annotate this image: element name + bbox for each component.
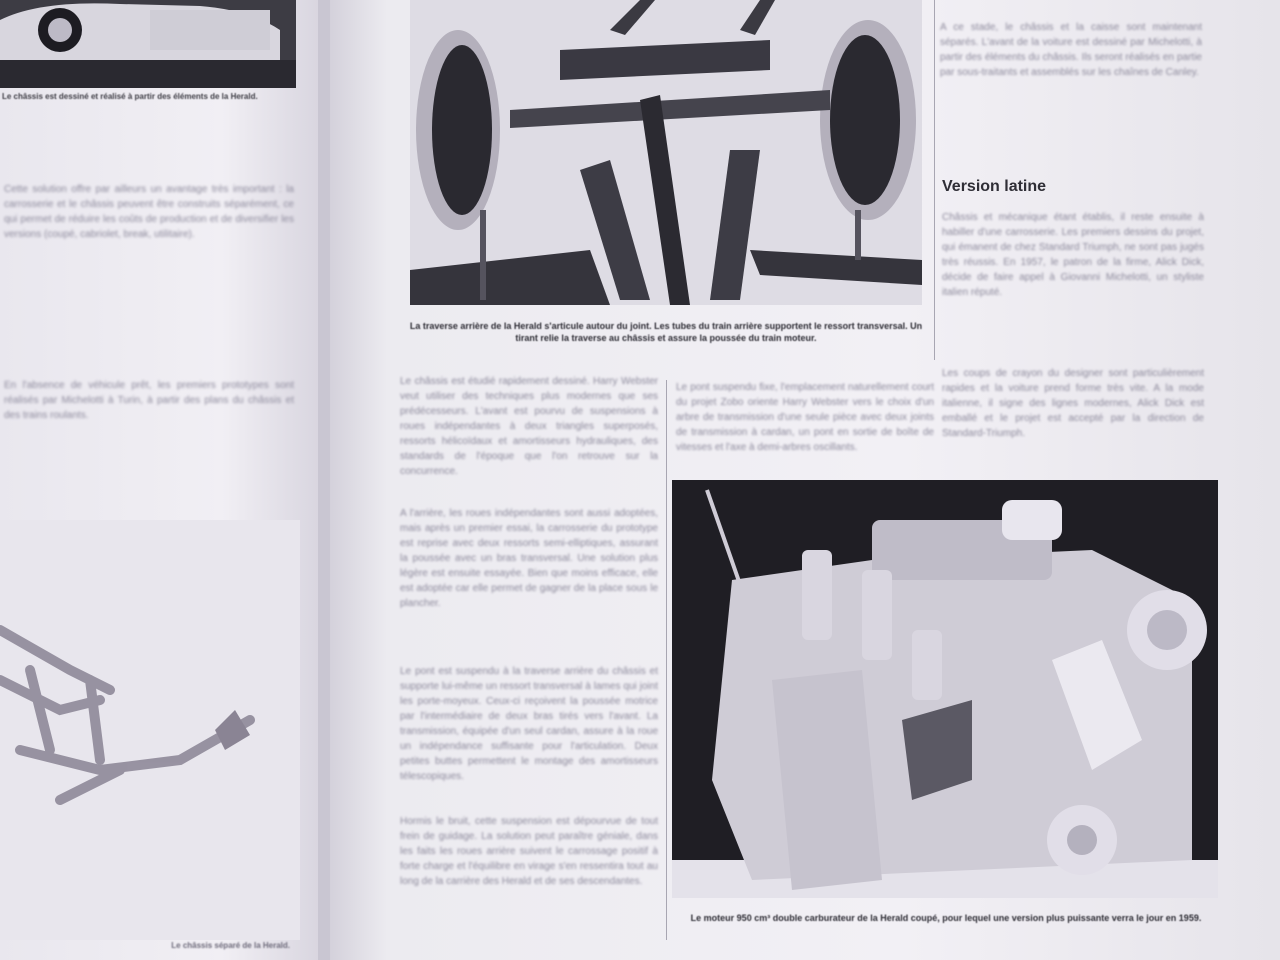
car-photo [0,0,296,88]
col3-paragraph-3: Les coups de crayon du designer sont particulièrement rapides et la voiture prend forme très vite. A la mode italienne, il signe des lignes modernes, Alick Dick est emballé et le projet est accepté par la direction de Standard-Triumph. [942,368,1204,439]
engine-photo [672,480,1218,898]
engine-photo-caption: Le moteur 950 cm³ double carburateur de la Herald coupé, pour lequel une version plus puissante verra le jour en 1959. [690,913,1202,923]
col1-paragraph-2: A l'arrière, les roues indépendantes sont aussi adoptées, mais après un premier essai, la carrosserie du prototype est reprise avec deux ressorts semi-elliptiques, assurant la poussée avec un bras transversal. Une solution plus légère est ensuite essayée. Bien que moins efficace, elle est adoptée car elle permet de gagner de la place sous le plancher. [400,508,658,609]
top-photo-caption: La traverse arrière de la Herald s'articule autour du joint. Les tubes du train arrière supportent le ressort transversal. Un tirant relie la traverse au châssis et assure la poussée du train moteur. [409,321,923,343]
right-page [330,0,1280,960]
col1-paragraph-3: Le pont est suspendu à la traverse arrière du châssis et supporte lui-même un ressort transversal à lames qui joint les porte-moyeux. Ceux-ci reçoivent la poussée motrice par l'intermédiaire de deux bras tirés vers l'avant. La transmission, équipée d'un seul cardan, assure à la roue un indépendance suffisante pour l'articulation. Deux petites buttes permettent le montage des amortisseurs télescopiques. [400,666,658,782]
middle-column-rule [666,380,667,940]
col2-paragraph-1: Le pont suspendu fixe, l'emplacement naturellement court du projet Zobo oriente Harry Webster vers le choix d'un arbre de transmission d'une seule pièce avec deux joints de transmission à cardan, un pont en sortie de boîte de vitesses et l'axe à demi-arbres oscillants. [676,382,934,453]
top-column-rule [934,0,935,360]
section-heading: Version latine [942,178,1047,195]
col1-paragraph-1: Le châssis est étudié rapidement dessiné. Harry Webster veut utiliser des techniques plus modernes que ses prédécesseurs. L'avant est pourvu de suspensions à roues indépendantes à deux triangles superposés, ressorts hélicoïdaux et amortisseurs hydrauliques, des standards de l'époque que l'on retrouve sur la concurrence. [400,376,658,477]
rear-suspension-photo [410,0,922,305]
col1-paragraph-4: Hormis le bruit, cette suspension est dépourvue de tout frein de guidage. La solution peut paraître géniale, dans les faits les roues arrière suivent le carrossage positif à forte charge et l'équilibre en virage s'en ressentira tout au long de la carrière des Herald et de ses descendantes. [400,816,658,887]
col3-paragraph-2: Châssis et mécanique étant établis, il reste ensuite à habiller d'une carrosserie. Les premiers dessins du projet, qui émanent de chez Standard Triumph, ne sont pas jugés très réussis. En 1957, le patron de la firme, Alick Dick, décide de faire appel à Giovanni Michelotti, un styliste italien réputé. [942,212,1204,298]
chassis-frame-drawing [0,520,300,940]
left-paragraph-2: En l'absence de véhicule prêt, les premiers prototypes sont réalisés par Michelotti à Turin, à partir des plans du châssis et des trains roulants. [4,380,294,421]
left-paragraph-1: Cette solution offre par ailleurs un avantage très important : la carrosserie et le châssis peuvent être construits séparément, ce qui permet de réduire les coûts de production et de diversifier les versions (coupé, cabriolet, break, utilitaire). [4,184,294,240]
left-lower-photo [0,520,300,940]
col3-paragraph-1: A ce stade, le châssis et la caisse sont maintenant séparés. L'avant de la voiture est dessiné par Michelotti, à partir des éléments du châssis. Ils seront réalisés en partie par sous-traitants et assemblés sur les chaînes de Canley. [940,22,1202,78]
left-caption-bottom: Le châssis séparé de la Herald. [171,941,290,950]
left-page [0,0,318,960]
left-caption-top: Le châssis est dessiné et réalisé à partir des éléments de la Herald. [2,92,258,101]
